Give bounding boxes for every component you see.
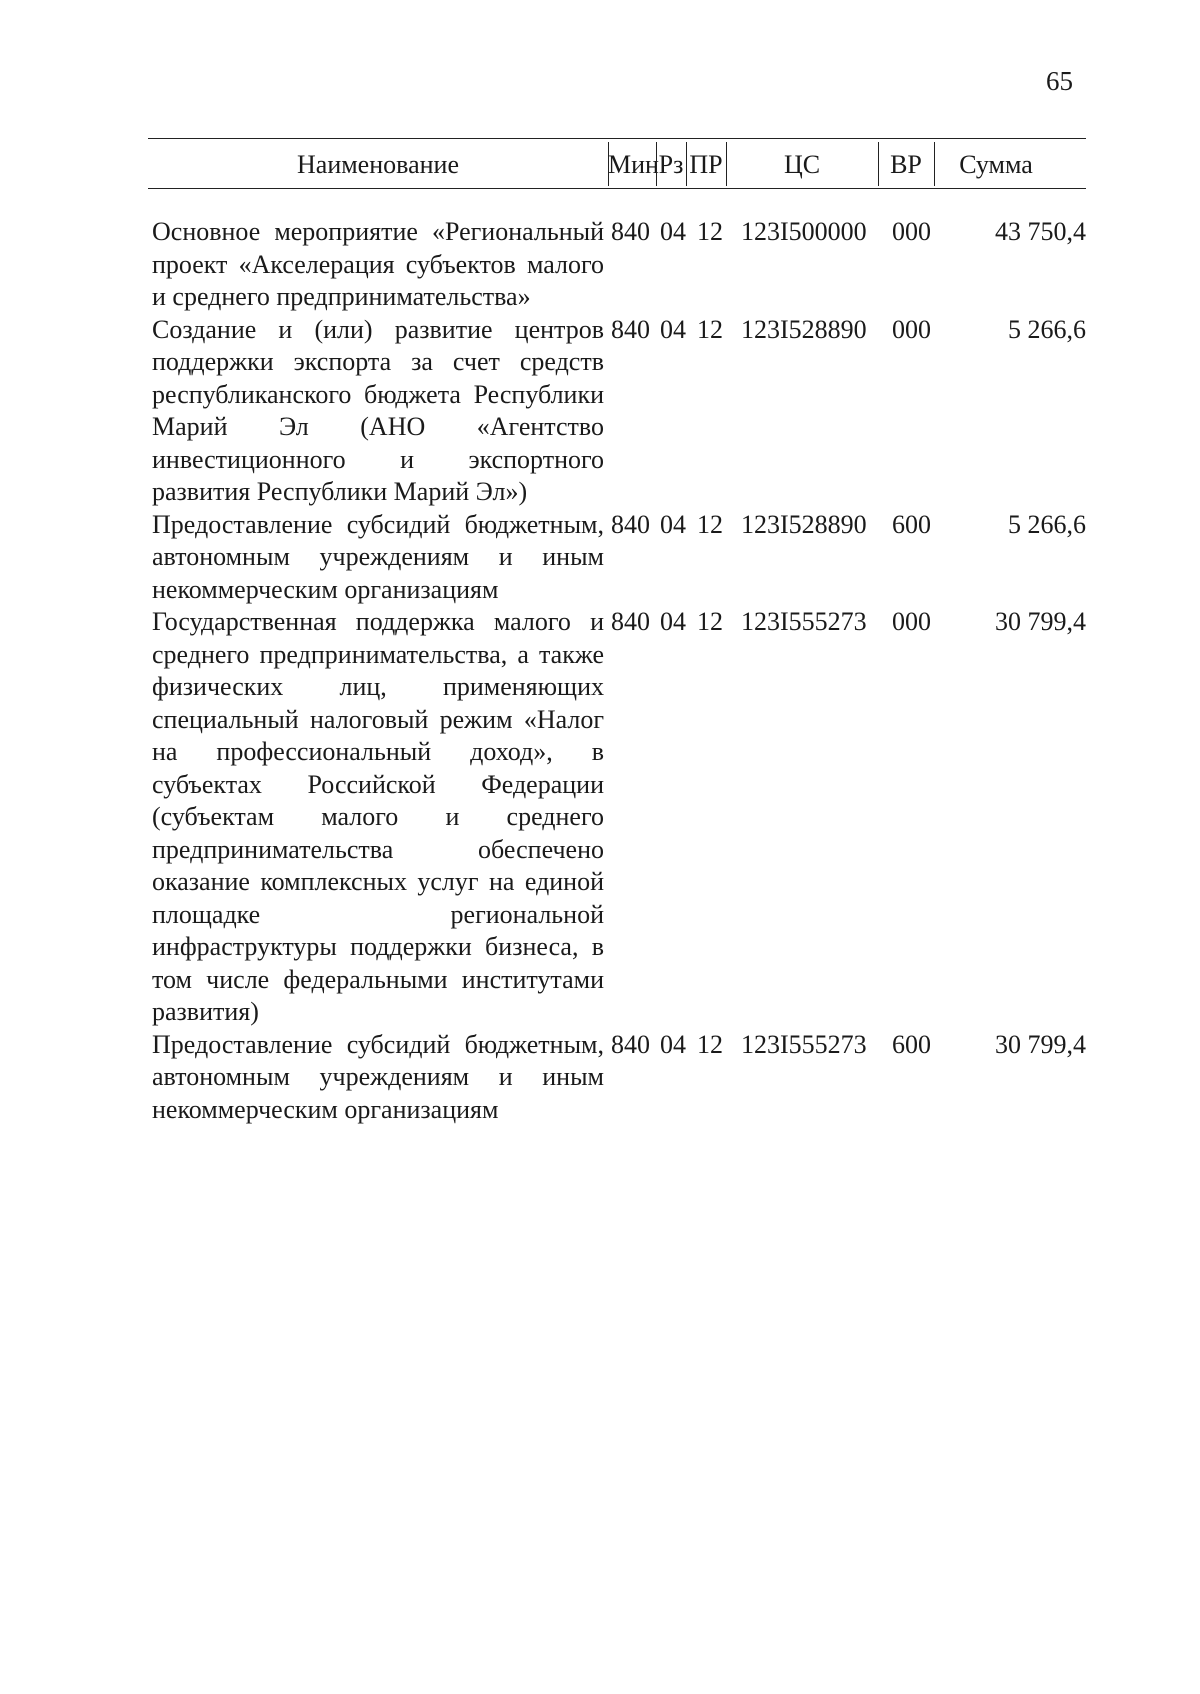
row-min: 840 (611, 314, 650, 344)
row-pr: 12 (697, 1029, 723, 1059)
header-cs: ЦС (783, 150, 821, 179)
row-rz: 04 (660, 607, 686, 636)
header-pr: ПР (689, 150, 723, 179)
row-vr: 600 (892, 509, 931, 539)
row-sum: 5 266,6 (1008, 509, 1086, 539)
row-min: 840 (611, 607, 650, 636)
row-cs: 123I528890 (741, 509, 867, 539)
row-rz: 04 (660, 1029, 686, 1059)
row-cs: 123I500000 (741, 217, 867, 246)
header-sum: Сумма (959, 150, 1033, 179)
row-vr: 600 (892, 1029, 931, 1059)
header-vr: ВР (890, 150, 922, 179)
header-min: Мин (608, 150, 659, 179)
row-min: 840 (611, 509, 650, 539)
row-vr: 000 (892, 217, 931, 246)
row-pr: 12 (697, 314, 723, 344)
table-row (0, 314, 1200, 509)
row-cs: 123I528890 (741, 314, 867, 344)
page-number: 65 (1046, 66, 1073, 96)
table-row (0, 509, 1200, 607)
row-rz: 04 (660, 217, 686, 246)
row-name: Предоставление субсидий бюджетным, автономным учреждениям и иным некоммерческим организациям (152, 509, 604, 604)
row-sum: 30 799,4 (995, 607, 1086, 636)
row-name: Государственная поддержка малого и среднего предпринимательства, а также физических лиц, применяющих специальный налоговый режим «Налог на профессиональный доход», в субъектах Российской Федерации (субъектам малого и среднего предпринимательства обеспечено оказание комплексных услуг на единой площадке региональной инфраструктуры поддержки бизнеса, в том числе федеральными институтами развития) (152, 607, 604, 1026)
row-min: 840 (611, 217, 650, 246)
row-min: 840 (611, 1029, 650, 1059)
table-row (0, 606, 1200, 1029)
row-rz: 04 (660, 314, 686, 344)
table-header (148, 138, 1086, 189)
table-body (0, 216, 1200, 1126)
row-pr: 12 (697, 509, 723, 539)
header-name: Наименование (297, 150, 459, 179)
row-cs: 123I555273 (741, 1029, 867, 1059)
row-name: Создание и (или) развитие центров поддержки экспорта за счет средств республиканского бюджета Республики Марий Эл (АНО «Агентство инвестиционного и экспортного развития Республики Марий Эл») (152, 314, 604, 506)
row-rz: 04 (660, 509, 686, 539)
table-row (0, 216, 1200, 314)
header-rz: Рз (658, 150, 684, 179)
row-sum: 43 750,4 (995, 217, 1086, 246)
row-pr: 12 (697, 607, 723, 636)
row-pr: 12 (697, 217, 723, 246)
row-name: Предоставление субсидий бюджетным, автономным учреждениям и иным некоммерческим организациям (152, 1029, 604, 1124)
row-cs: 123I555273 (741, 607, 867, 636)
row-sum: 30 799,4 (995, 1029, 1086, 1059)
row-vr: 000 (892, 607, 931, 636)
table-row (0, 1029, 1200, 1127)
row-vr: 000 (892, 314, 931, 344)
row-name: Основное мероприятие «Региональный проект «Акселерация субъектов малого и среднего предпринимательства» (152, 217, 604, 311)
row-sum: 5 266,6 (1008, 314, 1086, 344)
